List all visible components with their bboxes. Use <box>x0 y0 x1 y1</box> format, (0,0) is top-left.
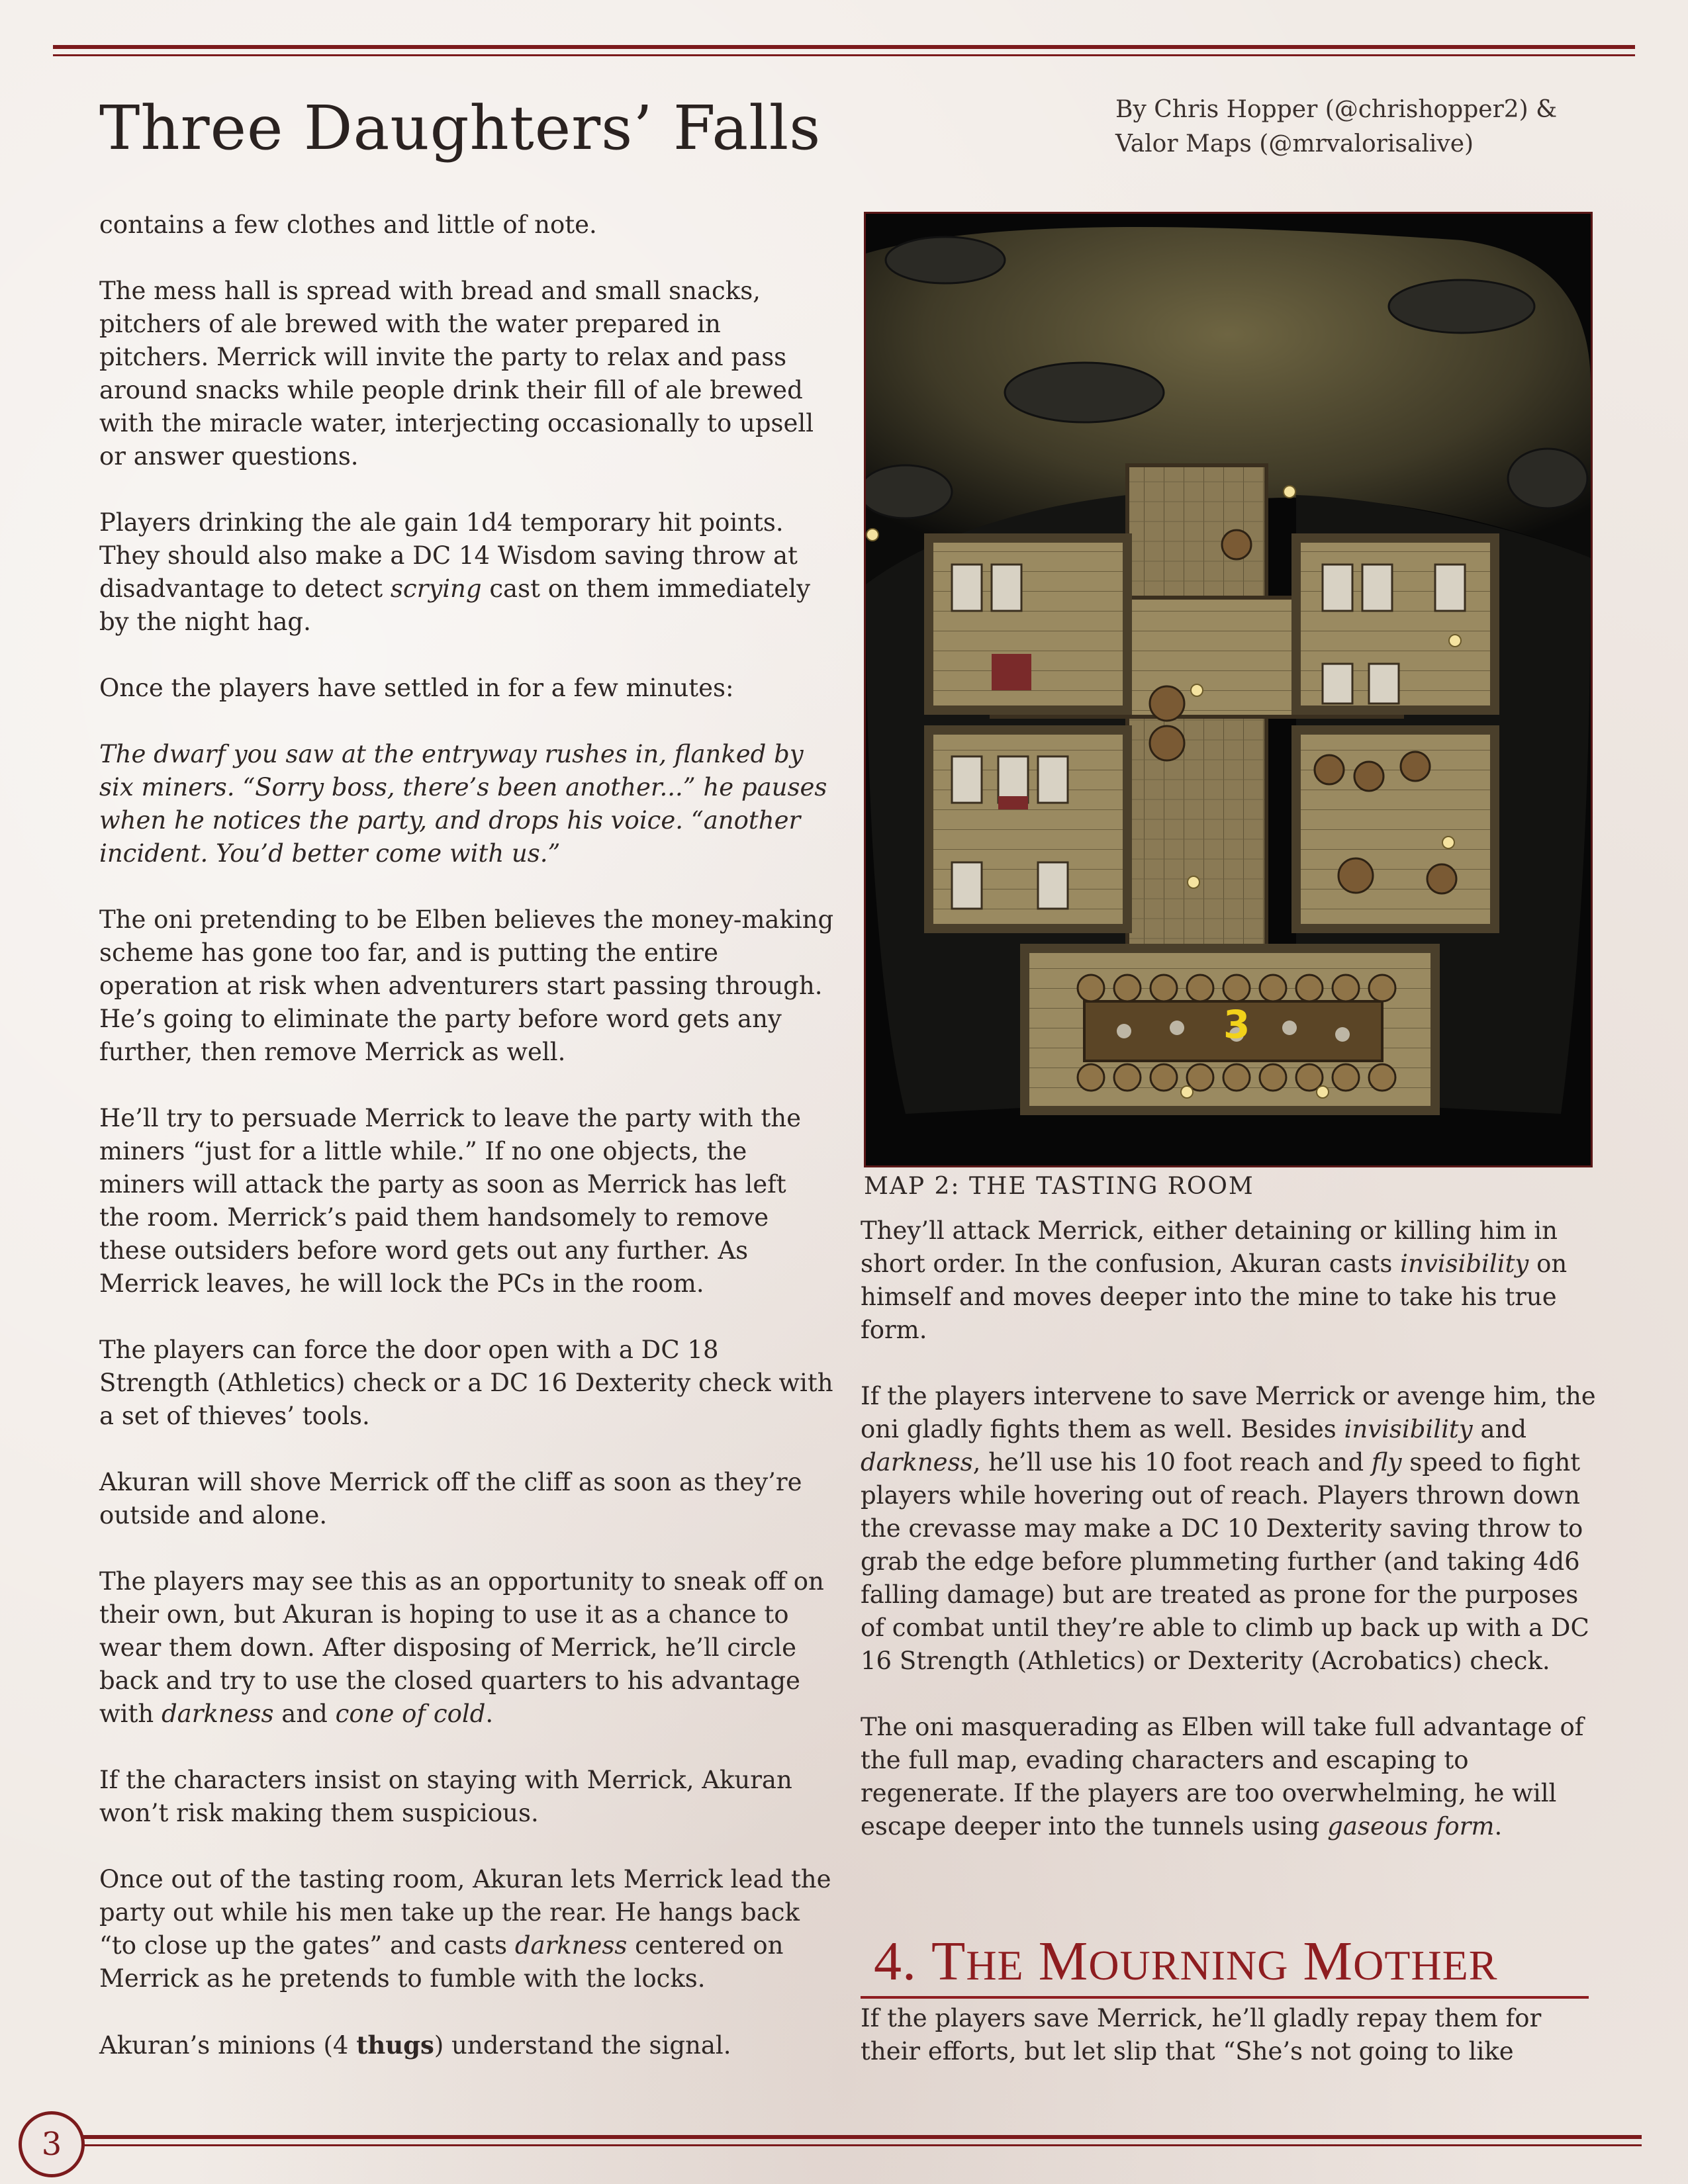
top-rule <box>53 45 1635 49</box>
paragraph: The players may see this as an opportunity to sneak off on their own, but Akuran is hoping to use it as a chance to wear them down. After disposing of Merrick, he’ll circle back and try to use the closed quarters to his advantage with darkness and cone of cold. <box>99 1567 824 1728</box>
paragraph: Players drinking the ale gain 1d4 temporary hit points. They should also make a DC 14 Wisdom saving throw at disadvantage to detect scrying cast on them immediately by the night hag. <box>99 508 811 636</box>
read-aloud-text: The dwarf you saw at the entryway rushes in, flanked by six miners. “Sorry boss, there’s been another...” he pauses when he notices the party, and drops his voice. “another incident. You’d better come with us.” <box>99 740 827 868</box>
paragraph: Akuran will shove Merrick off the cliff as soon as they’re outside and alone. <box>99 1468 802 1529</box>
paragraph: The oni masquerading as Elben will take full advantage of the full map, evading characters and escaping to regenerate. If the players are too overwhelming, he will escape deeper into the tunnels using gaseous form. <box>861 1713 1584 1841</box>
paragraph: contains a few clothes and little of note. <box>99 210 597 239</box>
tasting-room-map <box>864 212 1593 1167</box>
section-body <box>861 2002 1602 2101</box>
bottom-rule <box>79 2135 1642 2139</box>
bottom-rule-thin <box>79 2144 1642 2146</box>
paragraph: If the characters insist on staying with Merrick, Akuran won’t risk making them suspicious. <box>99 1766 792 1827</box>
map-illustration <box>866 214 1591 1165</box>
heading-divider <box>861 1996 1589 1999</box>
right-column <box>861 1214 1602 1876</box>
page-number-badge <box>19 2111 85 2177</box>
paragraph: The mess hall is spread with bread and small snacks, pitchers of ale brewed with the water prepared in pitchers. Merrick will invite the party to relax and pass around snacks while people drink their fill of ale brewed with the miracle water, interjecting occasionally to upsell or answer questions. <box>99 277 814 471</box>
map-area-marker: 3 <box>1223 1002 1250 1047</box>
page-title: Three Daughters’ Falls <box>99 93 821 163</box>
paragraph: If the players save Merrick, he’ll gladly repay them for their efforts, but let slip that “She’s not going to like <box>861 2004 1542 2066</box>
paragraph: They’ll attack Merrick, either detaining or killing him in short order. In the confusion, Akuran casts invisibility on himself and moves deeper into the mine to take his true form. <box>861 1216 1568 1344</box>
paragraph: The players can force the door open with a DC 18 Strength (Athletics) check or a DC 16 Dexterity check with a set of thieves’ tools. <box>99 1336 833 1430</box>
paragraph: Akuran’s minions (4 thugs) understand the signal. <box>99 2030 731 2060</box>
paragraph: He’ll try to persuade Merrick to leave the party with the miners “just for a little while.” If no one objects, the miners will attack the party as soon as Merrick has left the room. Merrick’s paid them handsomely to remove these outsiders before word gets out any further. As Merrick leaves, he will lock the PCs in the room. <box>99 1104 801 1298</box>
paragraph: The oni pretending to be Elben believes the money-making scheme has gone too far, and is putting the entire operation at risk when adventurers start passing through. He’s going to eliminate the party before word gets any further, then remove Merrick as well. <box>99 905 834 1066</box>
left-column <box>99 208 834 2095</box>
paragraph: Once the players have settled in for a few minutes: <box>99 674 734 702</box>
byline-line-2: Valor Maps (@mrvalorisalive) <box>1115 130 1474 158</box>
byline <box>1115 93 1618 161</box>
paragraph: If the players intervene to save Merrick or avenge him, the oni gladly fights them as well. Besides invisibility and darkness, he’ll use his 10 foot reach and fly speed to fight players while hovering out of reach. Players thrown down the crevasse may make a DC 10 Dexterity saving throw to grab the edge before plummeting further (and taking 4d6 falling damage) but are treated as prone for the purposes of combat until they’re able to climb up back up with a DC 16 Strength (Athletics) or Dexterity (Acrobatics) check. <box>861 1382 1596 1675</box>
section-heading: 4. THE MOURNING MOTHER <box>874 1931 1498 1992</box>
map-caption: MAP 2: THE TASTING ROOM <box>864 1173 1254 1200</box>
top-rule-thin <box>53 54 1635 56</box>
byline-line-1: By Chris Hopper (@chrishopper2) & <box>1115 96 1558 123</box>
paragraph: Once out of the tasting room, Akuran lets Merrick lead the party out while his men take up the rear. He hangs back “to close up the gates” and casts darkness centered on Merrick as he pretends to fumble with the locks. <box>99 1865 831 1993</box>
page-number: 3 <box>41 2126 62 2163</box>
